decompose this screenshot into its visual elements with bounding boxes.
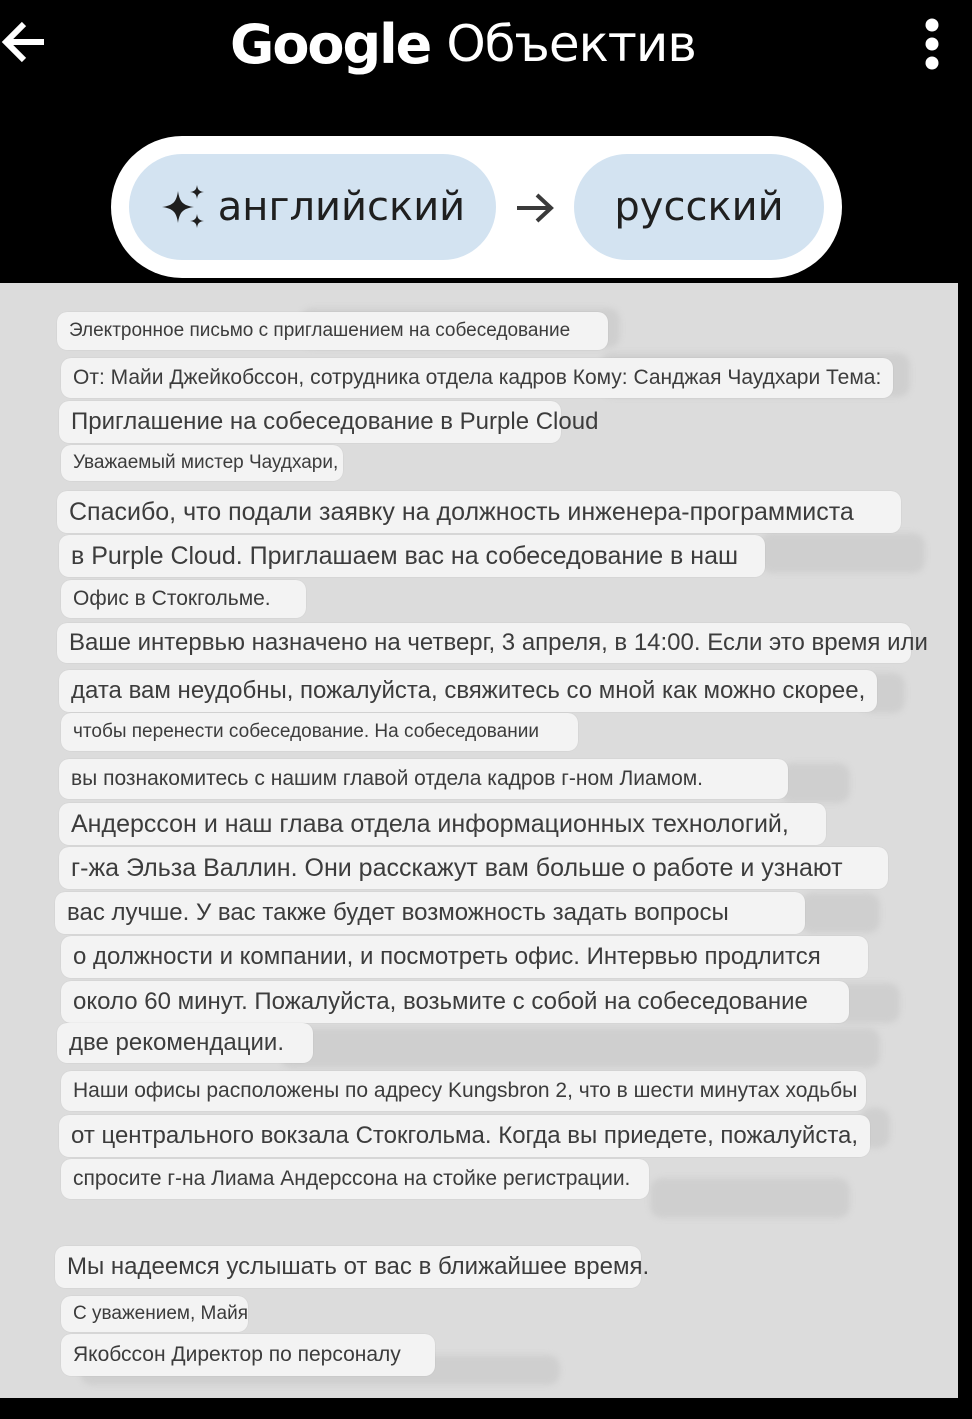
back-button[interactable] (0, 12, 60, 72)
target-language-chip[interactable] (574, 154, 824, 260)
source-language-label: английский (217, 184, 466, 230)
overflow-menu-button[interactable] (912, 16, 952, 72)
translated-line: Ваше интервью назначено на четверг, 3 апреля, в 14:00. Если это время или (57, 623, 911, 663)
translated-line: чтобы перенести собеседование. На собеседовании (61, 713, 578, 751)
translated-line: о должности и компании, и посмотреть офис. Интервью продлится (61, 936, 868, 978)
background-text-blur (280, 1028, 880, 1068)
translated-line: г-жа Эльза Валлин. Они расскажут вам больше о работе и узнают (59, 847, 888, 889)
background-text-blur (800, 893, 880, 933)
arrow-right-icon (513, 190, 557, 226)
translated-line: в Purple Cloud. Приглашаем вас на собеседование в наш (59, 535, 765, 577)
swap-languages-button[interactable] (513, 190, 557, 226)
translated-line: Приглашение на собеседование в Purple Cloud (59, 401, 561, 443)
translated-line: около 60 минут. Пожалуйста, возьмите с собой на собеседование (61, 981, 849, 1023)
more-vert-icon (912, 16, 952, 72)
sparkle-icon (160, 183, 208, 231)
translated-line: две рекомендации. (57, 1023, 313, 1063)
translated-line: спросите г-на Лиама Андерссона на стойке регистрации. (61, 1159, 649, 1199)
translated-line: дата вам неудобны, пожалуйста, свяжитесь со мной как можно скорее, (59, 670, 877, 712)
language-selector (111, 136, 842, 278)
translated-line: Электронное письмо с приглашением на собеседование (57, 312, 608, 350)
background-text-blur (650, 1178, 850, 1218)
translated-line: С уважением, Майя (61, 1296, 248, 1332)
arrow-left-icon (0, 12, 60, 72)
top-app-bar (0, 0, 972, 90)
background-text-blur (780, 763, 850, 803)
translated-line: вас лучше. У вас также будет возможность задать вопросы (55, 892, 805, 934)
translated-line: Наши офисы расположены по адресу Kungsbron 2, что в шести минутах ходьбы (61, 1071, 866, 1111)
translated-line: Офис в Стокгольме. (61, 580, 306, 618)
source-language-chip[interactable] (129, 154, 496, 260)
target-language-label: русский (614, 184, 784, 230)
translated-line: Якобссон Директор по персоналу (61, 1334, 435, 1376)
translated-line: вы познакомитесь с нашим главой отдела кадров г-ном Лиамом. (59, 759, 788, 799)
translated-line: от центрального вокзала Стокгольма. Когда вы приедете, пожалуйста, (59, 1115, 870, 1157)
translated-line: Уважаемый мистер Чаудхари, (61, 445, 343, 481)
title-product: Объектив (446, 15, 696, 73)
translated-line: От: Майи Джейкобссон, сотрудника отдела кадров Кому: Санджая Чаудхари Тема: (61, 358, 893, 398)
app-title (230, 8, 696, 80)
translated-line: Мы надеемся услышать от вас в ближайшее время. (55, 1246, 641, 1288)
translated-line: Спасибо, что подали заявку на должность инженера-программиста (57, 491, 901, 533)
background-text-blur (760, 533, 925, 573)
translated-line: Андерссон и наш глава отдела информационных технологий, (59, 803, 826, 845)
title-brand: Google (230, 12, 431, 76)
